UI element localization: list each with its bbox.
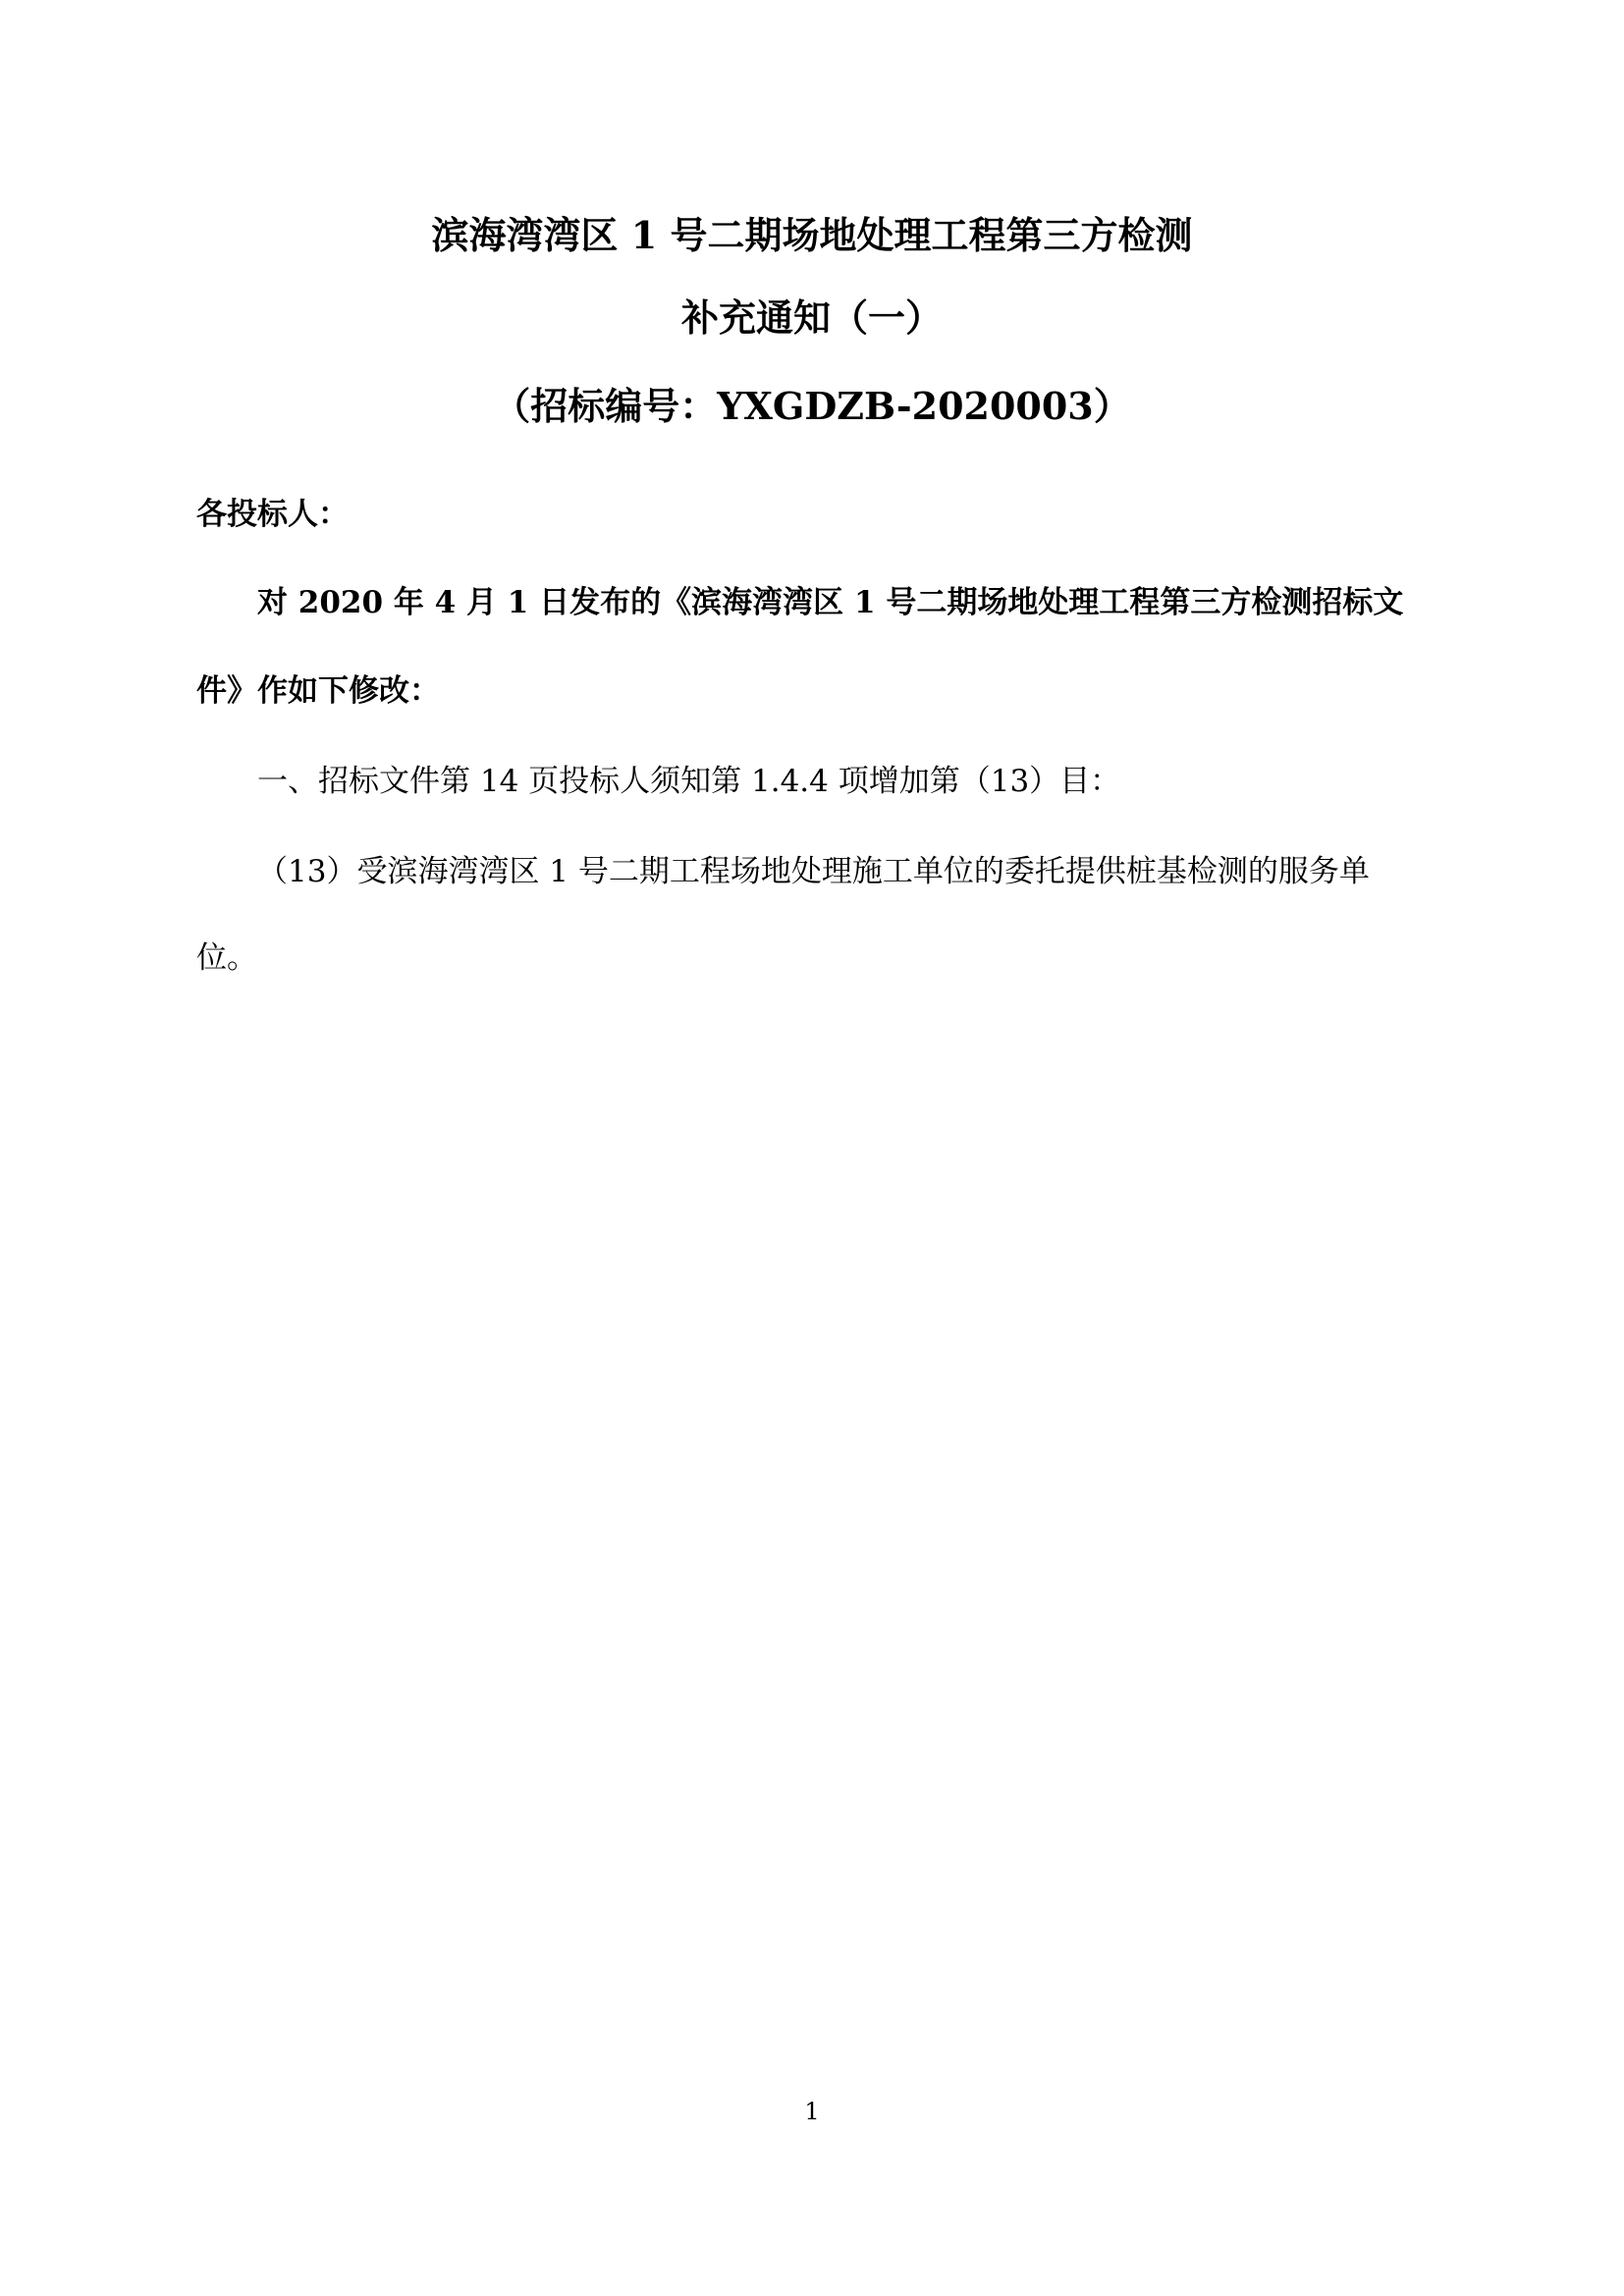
amendment-item-13-line-1: （13）受滨海湾湾区 1 号二期工程场地处理施工单位的委托提供桩基检测的服务单: [257, 854, 1370, 889]
salutation: 各投标人：: [196, 497, 349, 532]
page-number: 1: [804, 2098, 820, 2125]
intro-paragraph-line-1: 对 2020 年 4 月 1 日发布的《滨海湾湾区 1 号二期场地处理工程第三方检测招标文: [257, 585, 1404, 620]
tender-number: （招标编号：YXGDZB-2020003）: [493, 384, 1131, 428]
intro-paragraph-line-2: 件》作如下修改：: [196, 673, 440, 709]
amendment-item-13-line-2: 位。: [196, 940, 257, 976]
amendment-item-1: 一、招标文件第 14 页投标人须知第 1.4.4 项增加第（13）目：: [257, 764, 1121, 799]
document-subtitle: 补充通知（一）: [680, 295, 943, 340]
document-title: 滨海湾湾区 1 号二期场地处理工程第三方检测: [431, 213, 1193, 257]
